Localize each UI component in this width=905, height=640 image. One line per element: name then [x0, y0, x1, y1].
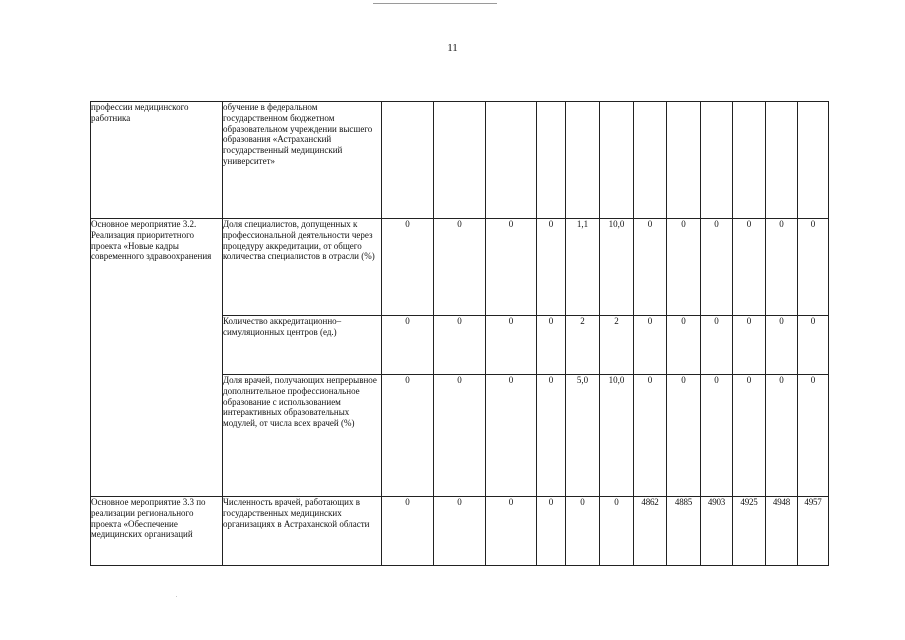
value-cell	[566, 102, 600, 219]
value-cell: 2	[600, 316, 634, 375]
value-cell: 0	[434, 497, 486, 566]
value-cell: 0	[486, 316, 537, 375]
value-cell	[733, 102, 766, 219]
value-cell	[667, 102, 701, 219]
value-cell: 0	[382, 497, 434, 566]
value-cell: 0	[798, 375, 829, 497]
indicators-table	[90, 101, 829, 566]
value-cell	[600, 102, 634, 219]
value-cell: 0	[382, 375, 434, 497]
value-cell: 0	[537, 497, 566, 566]
value-cell: 1,1	[566, 219, 600, 316]
value-cell	[634, 102, 667, 219]
indicator-cell: обучение в федеральном государственном бюджетном образовательном учреждении высшего образования «Астраханский государственный медицинский университет»	[223, 102, 382, 219]
value-cell	[382, 102, 434, 219]
value-cell: 0	[701, 375, 733, 497]
value-cell: 0	[634, 316, 667, 375]
value-cell	[434, 102, 486, 219]
table-row	[91, 497, 829, 566]
value-cell: 0	[733, 375, 766, 497]
value-cell: 0	[486, 219, 537, 316]
table-row	[91, 102, 829, 219]
indicator-cell: Доля врачей, получающих непрерывное дополнительное профессиональное образование с использованием интерактивных образовательных модулей, от числа всех врачей (%)	[223, 375, 382, 497]
value-cell: 0	[566, 497, 600, 566]
value-cell: 10,0	[600, 375, 634, 497]
value-cell: 0	[733, 316, 766, 375]
value-cell: 0	[486, 375, 537, 497]
value-cell: 4885	[667, 497, 701, 566]
value-cell: 0	[486, 497, 537, 566]
value-cell: 0	[701, 219, 733, 316]
value-cell	[701, 102, 733, 219]
value-cell: 0	[667, 375, 701, 497]
value-cell: 4862	[634, 497, 667, 566]
value-cell: 4957	[798, 497, 829, 566]
value-cell: 10,0	[600, 219, 634, 316]
value-cell	[798, 102, 829, 219]
value-cell: 0	[798, 316, 829, 375]
value-cell: 0	[667, 316, 701, 375]
value-cell: 0	[600, 497, 634, 566]
value-cell: 0	[434, 375, 486, 497]
header-rule	[373, 3, 497, 4]
value-cell	[486, 102, 537, 219]
value-cell: 0	[382, 316, 434, 375]
indicator-cell: Доля специалистов, допущенных к профессиональной деятельности через процедуру аккредитации, от общего количества специалистов в отрасли (%)	[223, 219, 382, 316]
activity-cell: Основное мероприятие 3.2. Реализация приоритетного проекта «Новые кадры современного здравоохранения	[91, 219, 223, 497]
table-row	[91, 219, 829, 316]
value-cell: 0	[537, 375, 566, 497]
page-number: 11	[447, 42, 458, 54]
indicator-cell: Количество аккредитационно– симуляционных центров (ед.)	[223, 316, 382, 375]
activity-cell: профессии медицинского работника	[91, 102, 223, 219]
value-cell: 0	[382, 219, 434, 316]
indicator-cell: Численность врачей, работающих в государственных медицинских организациях в Астраханской области	[223, 497, 382, 566]
value-cell: 0	[634, 219, 667, 316]
value-cell: 0	[766, 375, 798, 497]
value-cell: 5,0	[566, 375, 600, 497]
value-cell: 2	[566, 316, 600, 375]
value-cell: 0	[537, 219, 566, 316]
scan-speck	[176, 596, 177, 597]
value-cell: 0	[537, 316, 566, 375]
value-cell: 0	[634, 375, 667, 497]
value-cell: 4903	[701, 497, 733, 566]
value-cell: 0	[434, 316, 486, 375]
value-cell: 0	[667, 219, 701, 316]
value-cell: 0	[798, 219, 829, 316]
value-cell: 0	[766, 219, 798, 316]
value-cell: 0	[733, 219, 766, 316]
value-cell: 0	[434, 219, 486, 316]
value-cell: 0	[766, 316, 798, 375]
value-cell	[766, 102, 798, 219]
value-cell: 4925	[733, 497, 766, 566]
activity-cell: Основное мероприятие 3.3 по реализации регионального проекта «Обеспечение медицинских организаций	[91, 497, 223, 566]
value-cell: 4948	[766, 497, 798, 566]
value-cell	[537, 102, 566, 219]
value-cell: 0	[701, 316, 733, 375]
